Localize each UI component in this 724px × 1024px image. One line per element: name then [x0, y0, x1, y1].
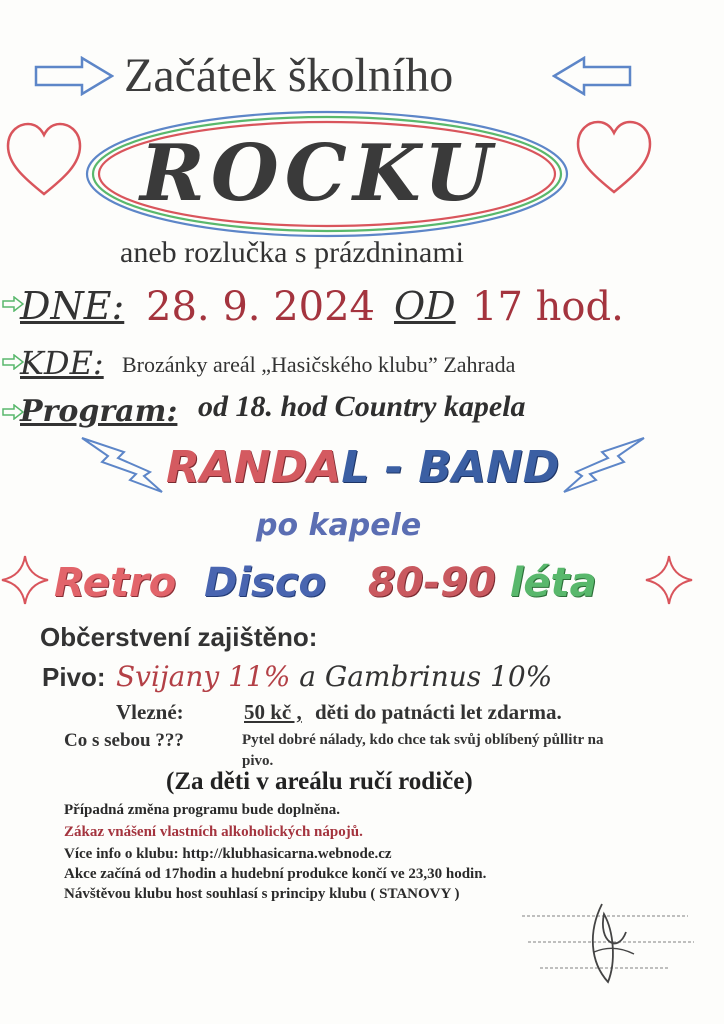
lightning-right-icon — [562, 432, 646, 496]
beer-brand-1: Svijany 11% — [116, 660, 291, 693]
entry-value — [244, 700, 562, 725]
when-label: DNE: — [20, 284, 125, 328]
sparkle-left-icon — [0, 554, 50, 606]
from-label: OD — [394, 284, 456, 328]
disco-word-disco: Disco — [204, 560, 327, 606]
entry-note: děti do patnácti let zdarma. — [315, 700, 562, 724]
band-name-part1: RANDA — [166, 442, 342, 493]
program-text: od 18. hod Country kapela — [198, 390, 526, 423]
bring-label: Co s sebou ??? — [64, 730, 184, 751]
entry-price: 50 kč , — [244, 700, 302, 724]
right-arrow-icon — [34, 56, 114, 96]
band-name — [166, 442, 559, 493]
heart-right-icon — [572, 118, 656, 198]
beer-label: Pivo: — [42, 662, 106, 692]
left-arrow-icon — [552, 56, 632, 96]
heart-left-icon — [4, 120, 84, 200]
info-line: Zákaz vnášení vlastních alkoholických nápojů. — [64, 824, 363, 840]
disco-word-leta: léta — [509, 560, 597, 606]
subtitle: aneb rozlučka s prázdninami — [120, 236, 465, 269]
info-line: Případná změna programu bude doplněna. — [64, 802, 341, 818]
where-text: Brozánky areál „Hasičského klubu” Zahrada — [122, 352, 516, 377]
disco-word-retro: Retro — [54, 560, 177, 606]
bring-text: Pytel dobré nálady, kdo chce tak svůj oblíbený půllitr na pivo. — [242, 732, 604, 769]
lightning-left-icon — [80, 432, 164, 496]
refreshments-heading: Občerstvení zajištěno: — [40, 622, 318, 652]
info-line: Akce začíná od 17hodin a hudební produkce končí ve 23,30 hodin. — [64, 866, 487, 882]
stamp-signature — [518, 902, 698, 992]
where-label: KDE: — [20, 344, 104, 382]
program-label: Program: — [20, 394, 178, 429]
info-line: Více info o klubu: http://klubhasicarna.webnode.cz — [64, 846, 392, 862]
event-time: 17 hod. — [472, 284, 624, 330]
children-note: (Za děti v areálu ručí rodiče) — [166, 768, 473, 795]
info-line: Návštěvou klubu host souhlasí s principy klubu ( STANOVY ) — [64, 886, 460, 902]
sparkle-right-icon — [644, 554, 694, 606]
disco-line — [54, 560, 597, 606]
beer-brands — [116, 660, 552, 693]
after-band-text: po kapele — [256, 508, 422, 543]
beer-brand-2: Gambrinus 10% — [324, 660, 553, 693]
event-date: 28. 9. 2024 — [146, 284, 376, 330]
entry-label: Vlezné: — [116, 700, 184, 724]
beer-connector: a — [299, 660, 316, 693]
poster-title: Začátek školního — [124, 49, 454, 102]
headline-rocku: ROCKU — [140, 128, 498, 219]
band-name-part2: L - BAND — [341, 442, 560, 493]
disco-years: 80-90 — [367, 560, 496, 606]
